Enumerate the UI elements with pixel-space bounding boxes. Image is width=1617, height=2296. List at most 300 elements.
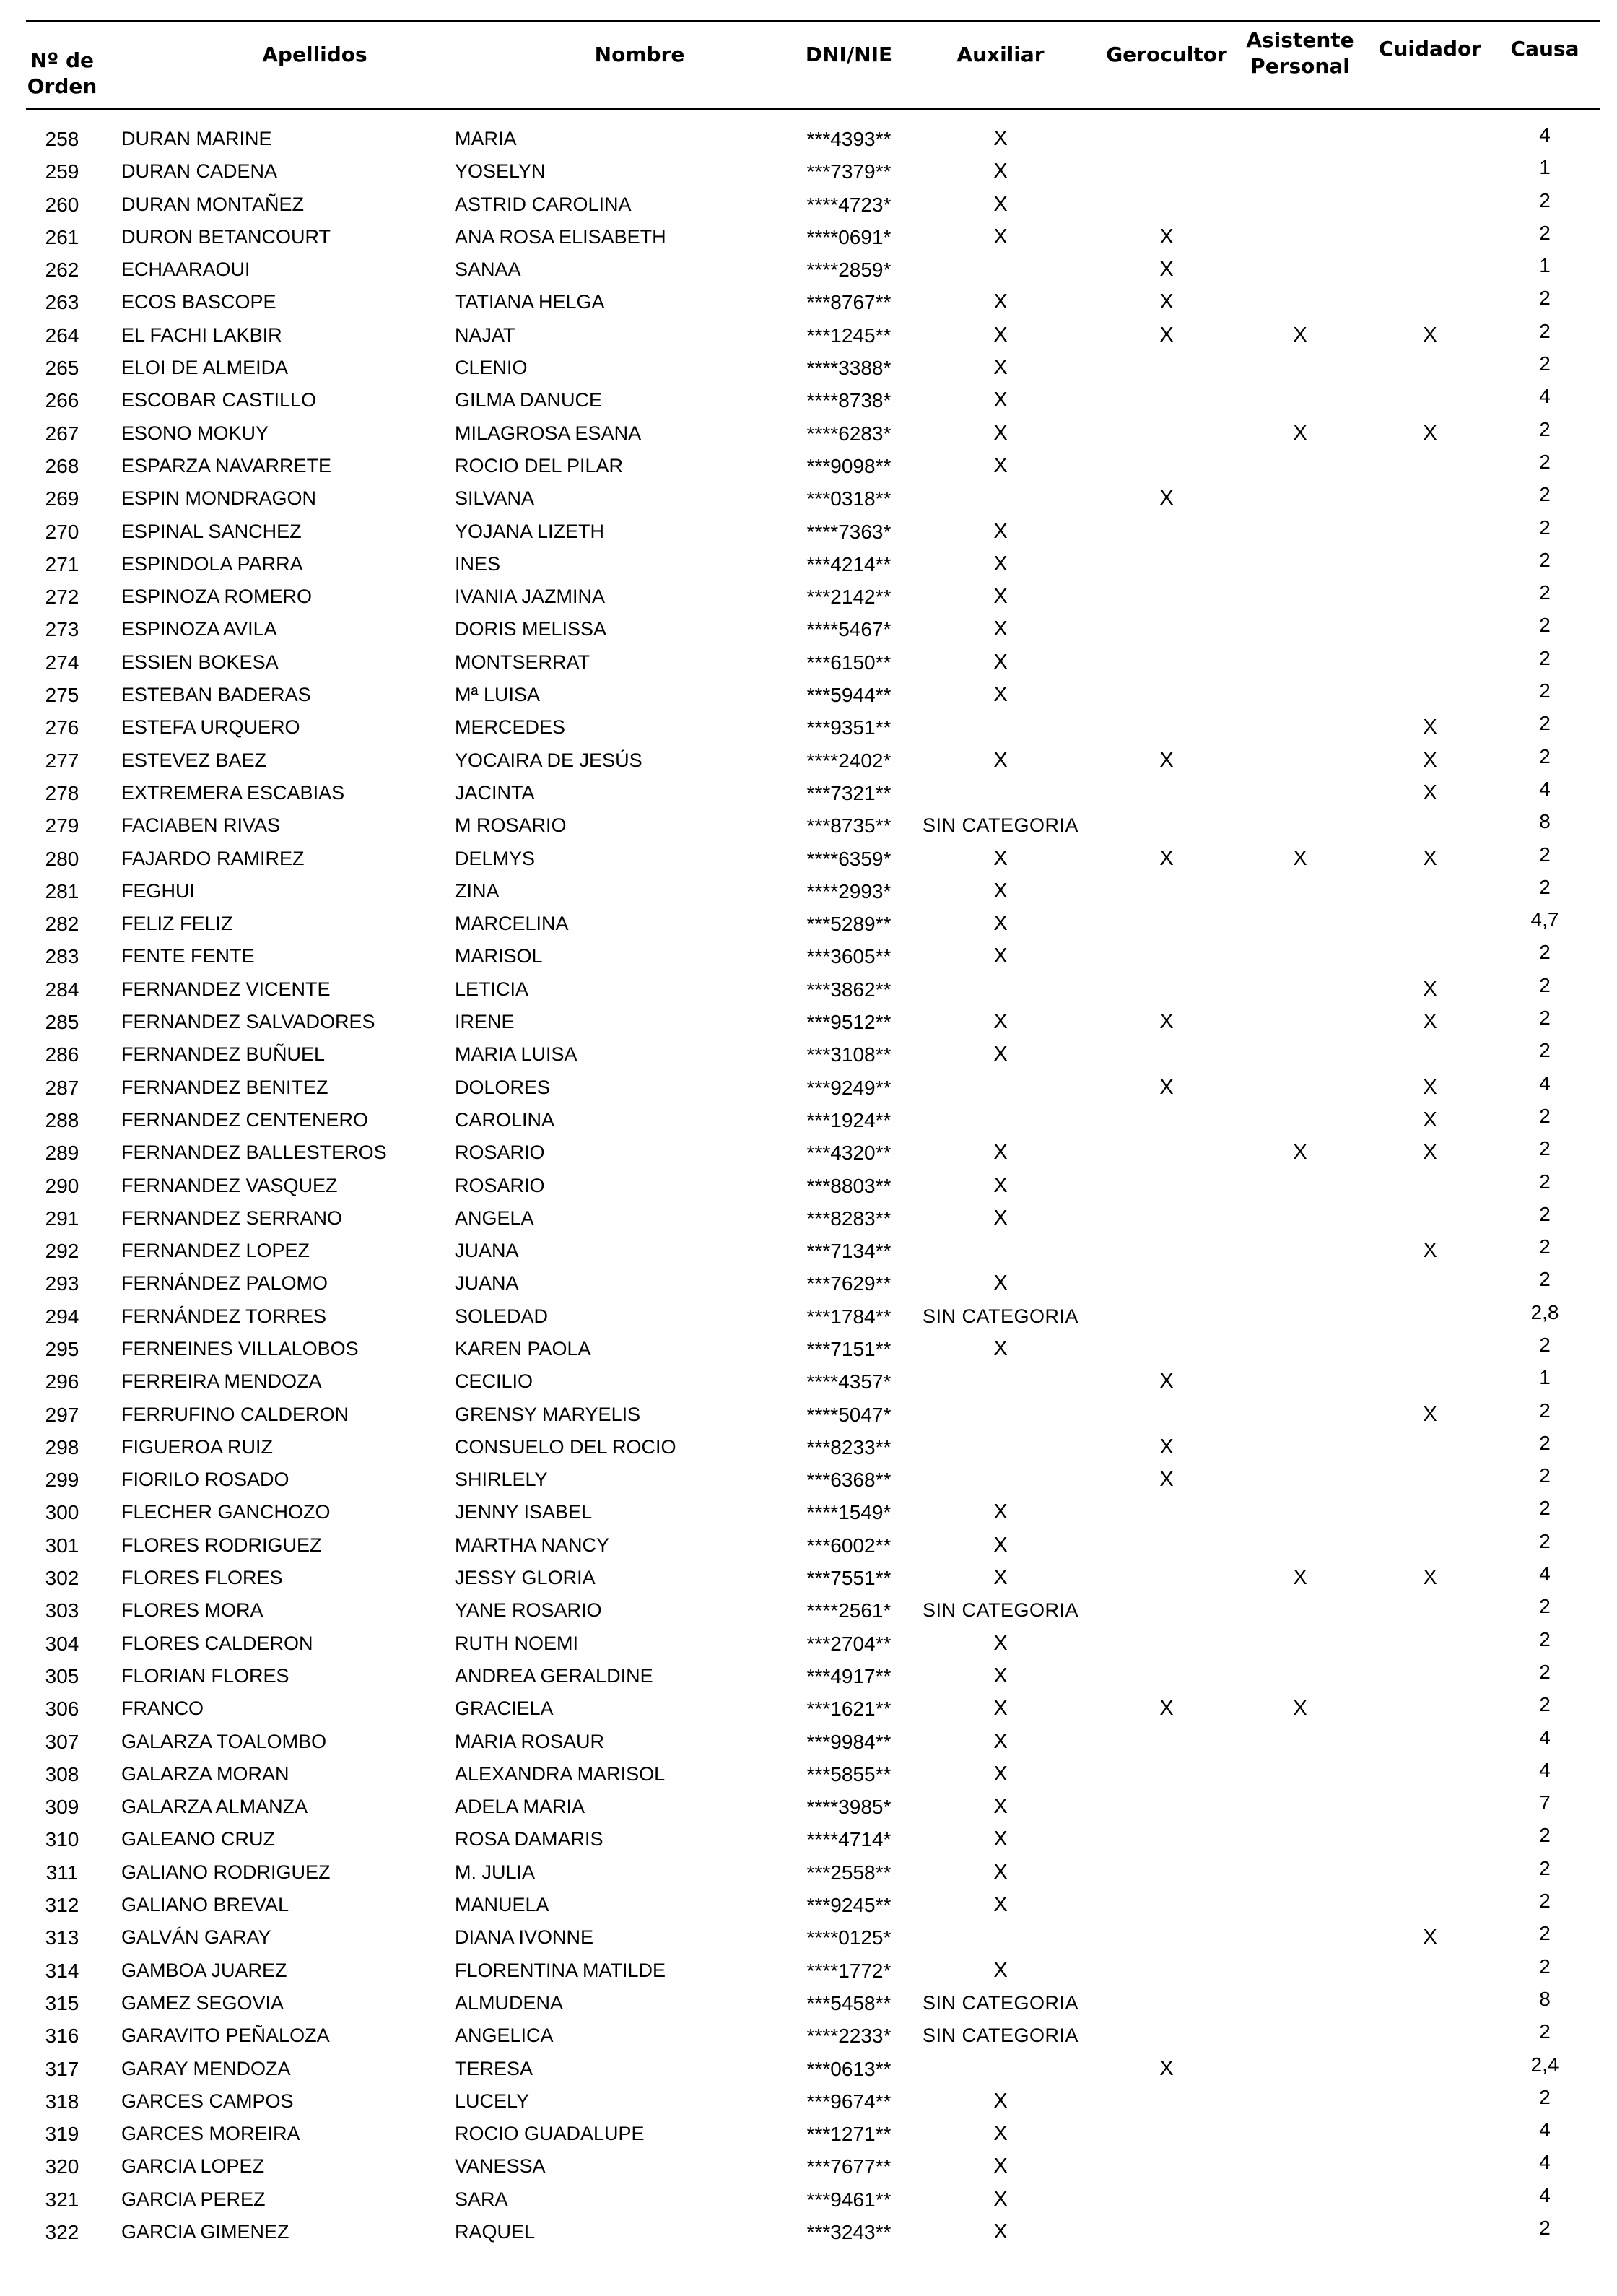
dni-cell: ****2993* [806,879,892,903]
causa-cell: 2 [1539,1333,1551,1356]
nombre-cell: JESSY GLORIA [455,1567,596,1589]
causa-cell: 2 [1539,1922,1551,1945]
table-row [26,1170,1600,1202]
orden-cell: 270 [45,520,79,543]
causa-cell: 2 [1539,1235,1551,1258]
orden-cell: 287 [45,1076,79,1099]
auxiliar-cell: X [993,1141,1008,1165]
causa-cell: 2 [1539,1137,1551,1160]
apellidos-cell: FERNEINES VILLALOBOS [121,1337,359,1360]
causa-cell: 2 [1539,483,1551,506]
causa-cell: 2 [1539,973,1551,996]
auxiliar-cell: X [993,1173,1008,1197]
dni-cell: ***5855** [806,1762,892,1786]
causa-cell: 2 [1539,1431,1551,1454]
gerocultor-cell: X [1159,1697,1174,1721]
auxiliar-cell: X [993,1043,1008,1066]
nombre-cell: ZINA [455,879,500,902]
causa-cell: 2 [1539,352,1551,375]
auxiliar-cell: X [993,1729,1008,1753]
auxiliar-cell: X [993,1795,1008,1819]
table-row [26,646,1600,679]
cuidador-cell: X [1423,323,1437,347]
auxiliar-cell: X [993,1566,1008,1590]
apellidos-cell: FLORES RODRIGUEZ [121,1534,322,1556]
causa-cell: 2 [1539,2217,1551,2239]
table-row [26,155,1600,188]
auxiliar-cell: X [993,127,1008,150]
causa-cell: 2 [1539,417,1551,440]
apellidos-cell: GARCIA LOPEZ [121,2155,265,2178]
apellidos-cell: FLORES FLORES [121,1567,283,1589]
table-row [26,2150,1600,2183]
dni-cell: ***2704** [806,1632,892,1655]
apellidos-cell: GARCIA GIMENEZ [121,2221,289,2243]
nombre-cell: GRACIELA [455,1697,554,1720]
nombre-cell: ASTRID CAROLINA [455,193,632,215]
dni-cell: ***2142** [806,586,892,609]
table-row [26,2216,1600,2248]
apellidos-cell: ESPARZA NAVARRETE [121,454,332,477]
nombre-cell: NAJAT [455,323,515,346]
orden-cell: 261 [45,225,79,248]
table-row [26,1038,1600,1071]
dni-cell: ****1549* [806,1501,892,1524]
nombre-cell: JUANA [455,1272,519,1295]
nombre-cell: ROSARIO [455,1174,545,1196]
table-row [26,384,1600,417]
causa-cell: 4 [1539,2183,1551,2206]
table-row [26,613,1600,645]
auxiliar-cell: SIN CATEGORIA [922,1599,1079,1622]
table-row [26,319,1600,352]
apellidos-cell: ESPINOZA ROMERO [121,586,313,608]
apellidos-cell: ECOS BASCOPE [121,291,276,313]
table-row [26,1365,1600,1398]
auxiliar-cell: X [993,453,1008,477]
nombre-cell: MARTHA NANCY [455,1534,610,1556]
gerocultor-cell: X [1159,2056,1174,2080]
auxiliar-cell: X [993,585,1008,609]
table-row [26,711,1600,744]
apellidos-cell: DURON BETANCOURT [121,225,331,248]
apellidos-cell: GALEANO CRUZ [121,1828,276,1851]
table-row [26,482,1600,515]
orden-cell: 259 [45,160,79,183]
causa-cell: 2 [1539,1464,1551,1487]
table-body [26,123,1600,2248]
nombre-cell: TATIANA HELGA [455,291,605,313]
causa-cell: 2 [1539,744,1551,767]
nombre-cell: ROSARIO [455,1142,545,1164]
orden-cell: 285 [45,1011,79,1034]
dni-cell: ***4917** [806,1664,892,1687]
nombre-cell: CONSUELO DEL ROCIO [455,1435,676,1458]
dni-cell: ***8767** [806,291,892,314]
dni-cell: ***6368** [806,1469,892,1492]
auxiliar-cell: X [993,2122,1008,2146]
auxiliar-cell: X [993,519,1008,543]
apellidos-cell: FERNANDEZ SALVADORES [121,1011,375,1033]
apellidos-cell: EXTREMERA ESCABIAS [121,781,345,804]
apellidos-cell: GAMEZ SEGOVIA [121,1991,284,2014]
orden-cell: 286 [45,1043,79,1066]
orden-cell: 299 [45,1469,79,1492]
apellidos-cell: FERNANDEZ BUÑUEL [121,1043,326,1066]
causa-cell: 2 [1539,1202,1551,1225]
causa-cell: 2 [1539,1006,1551,1030]
dni-cell: ****6283* [806,422,892,445]
auxiliar-cell: X [993,421,1008,445]
dni-cell: ****5467* [806,618,892,641]
orden-cell: 296 [45,1370,79,1393]
auxiliar-cell: X [993,879,1008,903]
table-row [26,1464,1600,1496]
table-row [26,809,1600,842]
causa-cell: 2 [1539,1954,1551,1978]
gerocultor-cell: X [1159,323,1174,347]
apellidos-cell: DURAN MONTAÑEZ [121,193,304,215]
dni-cell: ***7379** [806,160,892,183]
nombre-cell: YOCAIRA DE JESÚS [455,749,642,771]
apellidos-cell: FEGHUI [121,879,196,902]
cuidador-cell: X [1423,977,1437,1001]
causa-cell: 2 [1539,319,1551,342]
apellidos-cell: ESONO MOKUY [121,422,269,444]
apellidos-cell: GARAVITO PEÑALOZA [121,2025,330,2047]
causa-cell: 2 [1539,1497,1551,1520]
table-row [26,1104,1600,1136]
cuidador-cell: X [1423,1010,1437,1034]
apellidos-cell: ESPINOZA AVILA [121,618,277,640]
orden-cell: 297 [45,1403,79,1426]
orden-cell: 322 [45,2221,79,2243]
orden-cell: 263 [45,291,79,314]
orden-cell: 306 [45,1697,79,1721]
auxiliar-cell: X [993,1533,1008,1557]
orden-cell: 292 [45,1240,79,1263]
nombre-cell: IRENE [455,1011,515,1033]
causa-cell: 2 [1539,1856,1551,1879]
dni-cell: ****2233* [806,2025,892,2048]
auxiliar-cell: X [993,944,1008,968]
nombre-cell: MANUELA [455,1894,549,1916]
causa-cell: 2 [1539,548,1551,571]
dni-cell: ***9245** [806,1894,892,1917]
apellidos-cell: FERNANDEZ BALLESTEROS [121,1142,387,1164]
apellidos-cell: FIORILO ROSADO [121,1469,289,1491]
apellidos-cell: EL FACHI LAKBIR [121,323,282,346]
auxiliar-cell: X [993,1336,1008,1360]
orden-cell: 302 [45,1567,79,1590]
dni-cell: ****0691* [806,225,892,248]
auxiliar-cell: X [993,1697,1008,1721]
dni-cell: ****2859* [806,258,892,282]
cuidador-cell: X [1423,1239,1437,1263]
apellidos-cell: FLORES CALDERON [121,1632,313,1654]
dni-cell: ****2402* [806,749,892,772]
causa-cell: 4 [1539,1562,1551,1586]
apellidos-cell: FACIABEN RIVAS [121,814,281,837]
nombre-cell: MARIA LUISA [455,1043,578,1066]
nombre-cell: Mª LUISA [455,684,541,706]
table-row [26,580,1600,613]
asistente-cell: X [1293,323,1307,347]
table-row [26,1300,1600,1333]
causa-cell: 2 [1539,2020,1551,2043]
nombre-cell: ADELA MARIA [455,1796,585,1818]
nombre-cell: MARCELINA [455,913,569,935]
header-orden: Nº de Orden [27,48,97,98]
apellidos-cell: GALARZA MORAN [121,1762,289,1785]
table-row [26,1202,1600,1235]
orden-cell: 321 [45,2188,79,2211]
dni-cell: ***9098** [806,454,892,477]
nombre-cell: JACINTA [455,781,535,804]
dni-cell: ***9249** [806,1076,892,1099]
auxiliar-cell: X [993,356,1008,380]
nombre-cell: JUANA [455,1240,519,1262]
nombre-cell: DOLORES [455,1076,551,1098]
causa-cell: 2 [1539,450,1551,473]
table-row [26,286,1600,318]
apellidos-cell: GALVÁN GARAY [121,1926,271,1949]
apellidos-cell: ESPINDOLA PARRA [121,552,303,575]
nombre-cell: GILMA DANUCE [455,389,603,412]
table-row [26,744,1600,777]
nombre-cell: CLENIO [455,357,528,379]
auxiliar-cell: SIN CATEGORIA [922,2025,1079,2047]
orden-cell: 291 [45,1206,79,1230]
table-row [26,940,1600,973]
table-row [26,1921,1600,1954]
header-dni: DNI/NIE [805,43,893,66]
nombre-cell: MONTSERRAT [455,651,590,673]
apellidos-cell: FRANCO [121,1697,204,1720]
auxiliar-cell: X [993,1271,1008,1295]
table-row [26,123,1600,155]
nombre-cell: ANA ROSA ELISABETH [455,225,666,248]
orden-cell: 311 [45,1861,79,1884]
dni-cell: ***8735** [806,814,892,838]
auxiliar-cell: X [993,323,1008,347]
causa-cell: 1 [1539,254,1551,277]
header-rule [26,108,1600,110]
gerocultor-cell: X [1159,487,1174,510]
dni-cell: ***4214** [806,552,892,575]
apellidos-cell: ESPINAL SANCHEZ [121,520,302,542]
dni-cell: ****2561* [806,1599,892,1622]
nombre-cell: TERESA [455,2057,533,2079]
dni-cell: ***1245** [806,323,892,347]
table-row [26,1006,1600,1038]
orden-cell: 268 [45,454,79,477]
apellidos-cell: GARAY MENDOZA [121,2057,291,2079]
table-row [26,1594,1600,1627]
causa-cell: 2 [1539,1268,1551,1291]
causa-cell: 2,8 [1530,1300,1559,1323]
table-row [26,1987,1600,2019]
causa-cell: 2 [1539,941,1551,964]
dni-cell: ****4714* [806,1828,892,1851]
table-row [26,1954,1600,1987]
causa-cell: 4 [1539,1758,1551,1781]
causa-cell: 2 [1539,1104,1551,1127]
dni-cell: ***4320** [806,1142,892,1165]
dni-cell: ***7151** [806,1337,892,1360]
table-row [26,1399,1600,1431]
gerocultor-cell: X [1159,748,1174,772]
causa-cell: 4 [1539,2118,1551,2141]
header-gerocultor: Gerocultor [1106,43,1227,66]
auxiliar-cell: X [993,1206,1008,1230]
dni-cell: ****8738* [806,389,892,412]
nombre-cell: MARIA [455,128,517,149]
dni-cell: ***7321** [806,781,892,804]
dni-cell: ***0318** [806,487,892,510]
table-row [26,2118,1600,2150]
causa-cell: 2 [1539,1170,1551,1193]
cuidador-cell: X [1423,1108,1437,1131]
apellidos-cell: FENTE FENTE [121,945,255,967]
cuidador-cell: X [1423,1075,1437,1099]
nombre-cell: ROCIO GUADALUPE [455,2123,645,2145]
asistente-cell: X [1293,421,1307,445]
dni-cell: ***3108** [806,1043,892,1066]
nombre-cell: ALMUDENA [455,1991,564,2014]
nombre-cell: DELMYS [455,847,536,869]
table-row [26,417,1600,450]
auxiliar-cell: X [993,1664,1008,1687]
orden-cell: 298 [45,1435,79,1458]
orden-cell: 318 [45,2090,79,2113]
auxiliar-cell: X [993,1958,1008,1982]
cuidador-cell: X [1423,1402,1437,1426]
nombre-cell: RAQUEL [455,2221,536,2243]
table-row [26,352,1600,384]
apellidos-cell: FERNANDEZ VASQUEZ [121,1174,338,1196]
apellidos-cell: ELOI DE ALMEIDA [121,357,289,379]
table-row [26,1136,1600,1169]
dni-cell: ***7677** [806,2155,892,2178]
dni-cell: ***3605** [806,945,892,968]
causa-cell: 4 [1539,123,1551,146]
nombre-cell: M. JULIA [455,1861,536,1883]
nombre-cell: SANAA [455,258,521,281]
table-row [26,1235,1600,1267]
orden-cell: 314 [45,1959,79,1982]
nombre-cell: ANDREA GERALDINE [455,1664,653,1687]
dni-cell: ***5458** [806,1991,892,2014]
apellidos-cell: FERRUFINO CALDERON [121,1403,349,1425]
dni-cell: ***0613** [806,2057,892,2080]
auxiliar-cell: X [993,2187,1008,2211]
table-row [26,1071,1600,1104]
dni-cell: ***8283** [806,1206,892,1230]
orden-cell: 264 [45,323,79,347]
orden-cell: 319 [45,2123,79,2146]
apellidos-cell: FLORES MORA [121,1599,263,1622]
table-row [26,188,1600,221]
orden-cell: 274 [45,651,79,674]
cuidador-cell: X [1423,1566,1437,1590]
apellidos-cell: ESSIEN BOKESA [121,651,279,673]
dni-cell: ***1271** [806,2123,892,2146]
dni-cell: ***5289** [806,913,892,936]
orden-cell: 265 [45,357,79,380]
orden-cell: 282 [45,913,79,936]
cuidador-cell: X [1423,748,1437,772]
causa-cell: 2 [1539,1399,1551,1422]
auxiliar-cell: X [993,650,1008,674]
causa-cell: 4 [1539,385,1551,408]
causa-cell: 2 [1539,2085,1551,2108]
orden-cell: 312 [45,1894,79,1917]
orden-cell: 304 [45,1632,79,1655]
gerocultor-cell: X [1159,225,1174,248]
causa-cell: 2 [1539,646,1551,669]
nombre-cell: ANGELA [455,1206,534,1229]
nombre-cell: LUCELY [455,2090,530,2112]
nombre-cell: IVANIA JAZMINA [455,586,606,608]
orden-cell: 303 [45,1599,79,1622]
auxiliar-cell: X [993,1827,1008,1851]
orden-cell: 262 [45,258,79,282]
orden-cell: 315 [45,1991,79,2014]
dni-cell: ***5944** [806,684,892,707]
dni-cell: ***1784** [806,1305,892,1328]
dni-cell: ***8803** [806,1174,892,1197]
nombre-cell: INES [455,552,501,575]
nombre-cell: MARIA ROSAUR [455,1730,605,1752]
causa-cell: 4,7 [1530,908,1559,931]
auxiliar-cell: X [993,1762,1008,1786]
orden-cell: 279 [45,814,79,838]
auxiliar-cell: X [993,846,1008,870]
orden-cell: 317 [45,2057,79,2080]
causa-cell: 2 [1539,1529,1551,1552]
apellidos-cell: FERNANDEZ LOPEZ [121,1240,310,1262]
causa-cell: 4 [1539,1071,1551,1095]
orden-cell: 288 [45,1108,79,1131]
dni-cell: ***8233** [806,1435,892,1458]
orden-cell: 273 [45,618,79,641]
gerocultor-cell: X [1159,290,1174,314]
auxiliar-cell: X [993,1500,1008,1524]
apellidos-cell: ESTEVEZ BAEZ [121,749,267,771]
table-row [26,1333,1600,1365]
nombre-cell: DORIS MELISSA [455,618,607,640]
gerocultor-cell: X [1159,846,1174,870]
table-row [26,1889,1600,1921]
auxiliar-cell: X [993,1893,1008,1917]
asistente-cell: X [1293,1141,1307,1165]
auxiliar-cell: X [993,748,1008,772]
causa-cell: 8 [1539,810,1551,833]
dni-cell: ***6002** [806,1534,892,1557]
dni-cell: ***4393** [806,128,892,150]
orden-cell: 283 [45,945,79,968]
causa-cell: 2 [1539,875,1551,898]
apellidos-cell: FERNANDEZ VICENTE [121,978,331,1000]
orden-cell: 320 [45,2155,79,2178]
causa-cell: 2 [1539,287,1551,310]
causa-cell: 2 [1539,1660,1551,1683]
dni-cell: ****6359* [806,847,892,870]
auxiliar-cell: X [993,1860,1008,1884]
auxiliar-cell: X [993,912,1008,936]
nombre-cell: GRENSY MARYELIS [455,1403,641,1425]
